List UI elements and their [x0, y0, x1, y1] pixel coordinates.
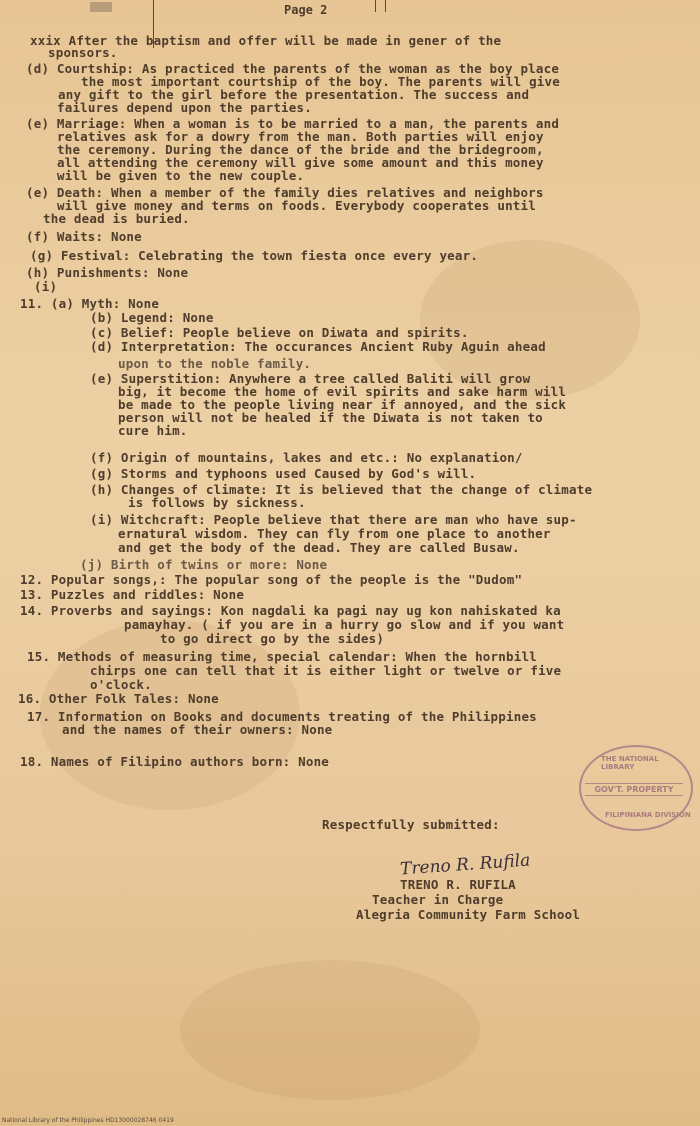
signer-name: TRENO R. RUFILA — [400, 877, 516, 892]
text-line: will be given to the new couple. — [57, 168, 305, 183]
text-line: is follows by sickness. — [128, 495, 306, 510]
text-line: relatives ask for a dowry from the man. Both parties will enjoy — [57, 129, 544, 144]
signer-title: Teacher in Charge — [372, 892, 504, 907]
text-line: chirps one can tell that it is either light or twelve or five — [90, 663, 562, 678]
closing: Respectfully submitted: — [322, 817, 500, 832]
margin-line — [385, 0, 386, 12]
text-line: ernatural wisdom. They can fly from one place to another — [118, 526, 551, 541]
text-line: (c) Belief: People believe on Diwata and spirits. — [90, 325, 469, 340]
library-stamp — [579, 745, 693, 831]
text-line: (e) Superstition: Anywhere a tree called Baliti will grow — [90, 371, 531, 386]
text-line: (e) Marriage: When a woman is to be married to a man, the parents and — [26, 116, 560, 131]
text-line: 18. Names of Filipino authors born: None — [20, 754, 330, 769]
text-line: (j) Birth of twins or more: None — [80, 557, 328, 572]
footer-scan-id: National Library of the Philippines HD13000028746 0419 — [2, 1117, 174, 1124]
text-line: the most important courtship of the boy. The parents will give — [81, 74, 560, 89]
text-line: person will not be healed if the Diwata is not taken to — [118, 410, 543, 425]
text-line: 13. Puzzles and riddles: None — [20, 587, 245, 602]
text-line: (d) Interpretation: The occurances Ancient Ruby Aguin ahead — [90, 339, 546, 354]
stamp-top-text: THE NATIONAL LIBRARY — [601, 755, 659, 771]
text-line: big, it become the home of evil spirits and sake harm will — [118, 384, 567, 399]
text-line: the ceremony. During the dance of the bride and the bridegroom, — [57, 142, 544, 157]
text-line: any gift to the girl before the presentation. The success and — [58, 87, 530, 102]
text-line: all attending the ceremony will give some amount and this money — [57, 155, 544, 170]
text-line: (f) Waits: None — [26, 229, 142, 244]
text-line: (f) Origin of mountains, lakes and etc.: No explanation/ — [90, 450, 523, 465]
stamp-band-text: GOV'T. PROPERTY — [585, 783, 683, 796]
text-line: (i) — [34, 279, 58, 294]
text-line: failures depend upon the parties. — [57, 100, 312, 115]
text-line: (h) Changes of climate: It is believed that the change of climate — [90, 482, 593, 497]
text-line: (e) Death: When a member of the family dies relatives and neighbors — [26, 185, 544, 200]
text-line: 15. Methods of measuring time, special calendar: When the hornbill — [27, 649, 537, 664]
text-line: pamayhay. ( if you are in a hurry go slow and if you want — [124, 617, 565, 632]
text-line: 11. (a) Myth: None — [20, 296, 160, 311]
page-number: Page 2 — [284, 3, 328, 17]
text-line: 14. Proverbs and sayings: Kon nagdali ka pagi nay ug kon nahiskated ka — [20, 603, 561, 618]
text-line: be made to the people living near if annoyed, and the sick — [118, 397, 567, 412]
margin-line — [375, 0, 376, 12]
text-line: xxix After the baptism and offer will be made in gener of the — [30, 33, 502, 48]
text-line: to go direct go by the sides) — [160, 631, 385, 646]
text-line: cure him. — [118, 423, 188, 438]
stamp-bottom-text: FILIPINIANA DIVISION — [605, 811, 691, 819]
paper-stain — [180, 960, 480, 1100]
text-line: 16. Other Folk Tales: None — [18, 691, 219, 706]
text-line: 12. Popular songs,: The popular song of the people is the "Dudom" — [20, 572, 523, 587]
text-line: (i) Witchcraft: People believe that there are man who have sup- — [90, 512, 577, 527]
signature: Treno R. Rufila — [399, 850, 531, 880]
text-line: (h) Punishments: None — [26, 265, 189, 280]
text-line: o'clock. — [90, 677, 152, 692]
text-line: and the names of their owners: None — [62, 722, 333, 737]
text-line: sponsors. — [48, 45, 118, 60]
signer-school: Alegria Community Farm School — [356, 907, 581, 922]
text-line: will give money and terms on foods. Everybody cooperates until — [57, 198, 536, 213]
text-line: and get the body of the dead. They are called Busaw. — [118, 540, 520, 555]
text-line: 17. Information on Books and documents treating of the Philippines — [27, 709, 537, 724]
text-line: (g) Storms and typhoons used Caused by God's will. — [90, 466, 477, 481]
text-line: (d) Courtship: As practiced the parents of the woman as the boy place — [26, 61, 560, 76]
text-line: (g) Festival: Celebrating the town fiesta once every year. — [30, 248, 479, 263]
ink-mark — [90, 2, 112, 12]
text-line: upon to the noble family. — [118, 356, 312, 371]
text-line: the dead is buried. — [43, 211, 190, 226]
text-line: (b) Legend: None — [90, 310, 214, 325]
